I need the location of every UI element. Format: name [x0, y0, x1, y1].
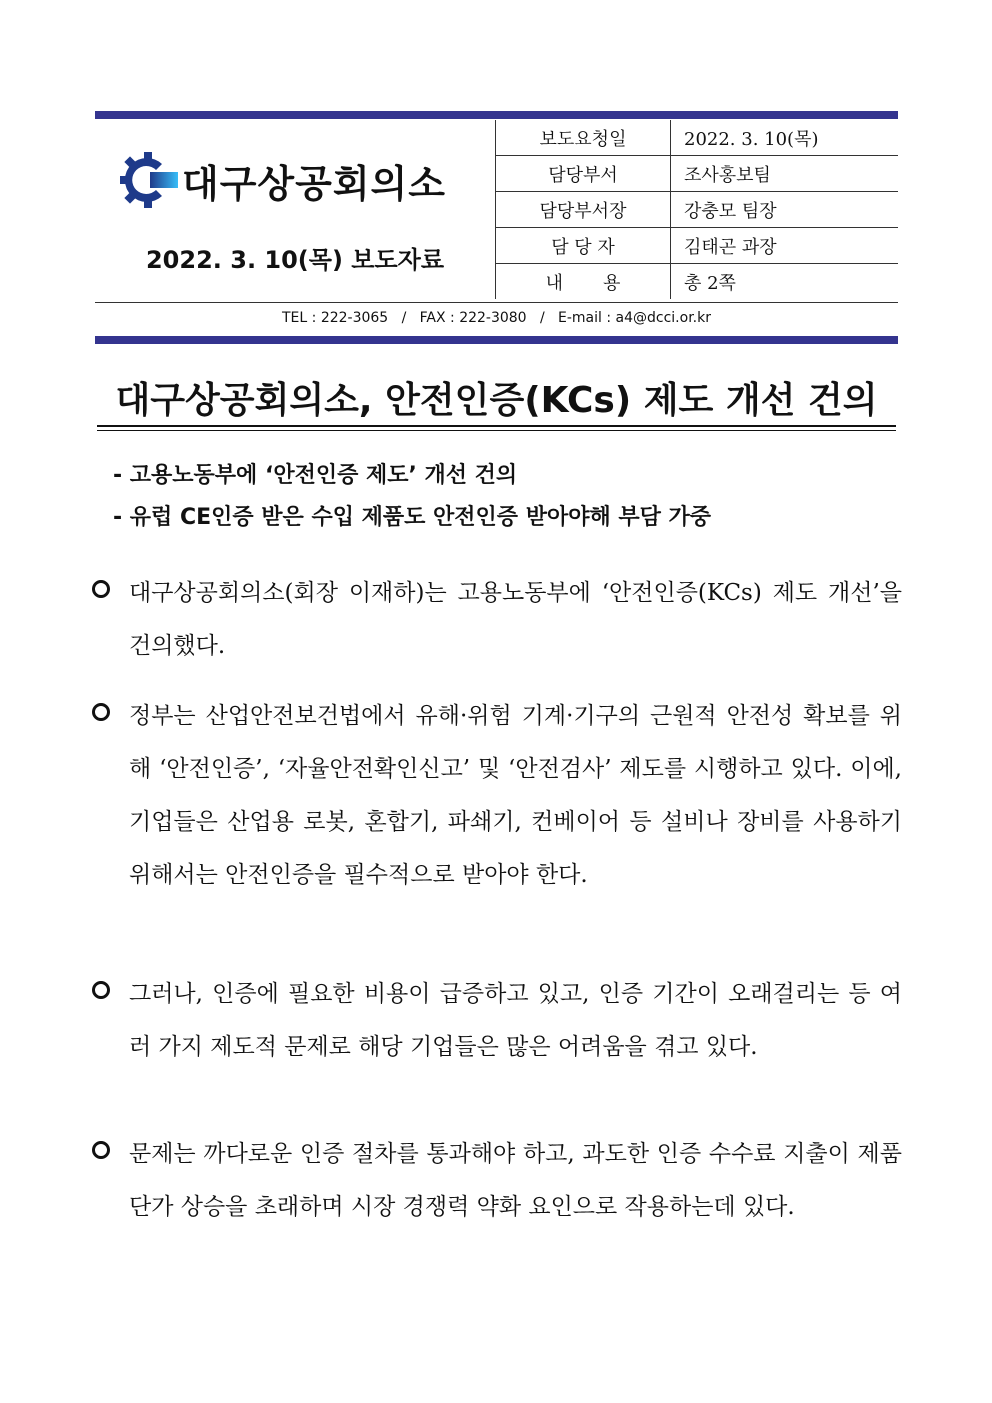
divider: [95, 302, 898, 303]
info-label: 내 용: [496, 264, 671, 300]
header-top-bar: [95, 111, 898, 119]
info-label: 담당부서: [496, 156, 671, 192]
info-value: 강충모 팀장: [671, 192, 899, 228]
title-underline: [97, 430, 896, 431]
paragraph-text: 그러나, 인증에 필요한 비용이 급증하고 있고, 인증 기간이 오래걸리는 등 여러 가지 제도적 문제로 해당 기업들은 많은 어려움을 겪고 있다.: [129, 981, 902, 1060]
info-row: [496, 156, 899, 192]
info-label: 담 당 자: [496, 228, 671, 264]
circle-bullet-icon: [92, 981, 110, 999]
info-value: 김태곤 과장: [671, 228, 899, 264]
press-release-date: 2022. 3. 10(목) 보도자료: [145, 246, 445, 274]
release-info-table: [495, 120, 898, 299]
paragraph-text: 정부는 산업안전보건법에서 유해·위험 기계·기구의 근원적 안전성 확보를 위해 ‘안전인증’, ‘자율안전확인신고’ 및 ‘안전검사’ 제도를 시행하고 있다. 이에, 기업들은 산업용 로봇, 혼합기, 파쇄기, 컨베이어 등 설비나 장비를 사용하기 위해서는 안전인증을 필수적으로 받아야 한다.: [129, 703, 902, 888]
header-bottom-bar: [95, 336, 898, 344]
info-value: 총 2쪽: [671, 264, 899, 300]
info-row: [496, 120, 899, 156]
circle-bullet-icon: [92, 580, 110, 598]
info-label: 보도요청일: [496, 120, 671, 156]
info-row: [496, 228, 899, 264]
info-row: [496, 264, 899, 300]
contact-info: TEL : 222-3065 / FAX : 222-3080 / E-mail : a4@dcci.or.kr: [282, 310, 711, 326]
logo-text: 대구상공회의소: [182, 161, 446, 206]
paragraph-text: 문제는 까다로운 인증 절차를 통과해야 하고, 과도한 인증 수수료 지출이 제품 단가 상승을 초래하며 시장 경쟁력 약화 요인으로 작용하는데 있다.: [129, 1141, 902, 1220]
circle-bullet-icon: [92, 1141, 110, 1159]
document-title: 대구상공회의소, 안전인증(KCs) 제도 개선 건의: [115, 380, 878, 421]
subtitle: - 유럽 CE인증 받은 수입 제품도 안전인증 받아야해 부담 가중: [113, 505, 712, 530]
circle-bullet-icon: [92, 703, 110, 721]
chamber-logo: [118, 150, 478, 210]
info-row: [496, 192, 899, 228]
info-value: 조사홍보팀: [671, 156, 899, 192]
title-underline: [97, 425, 896, 427]
paragraph-text: 대구상공회의소(회장 이재하)는 고용노동부에 ‘안전인증(KCs) 제도 개선’을 건의했다.: [129, 580, 902, 659]
info-label: 담당부서장: [496, 192, 671, 228]
subtitle: - 고용노동부에 ‘안전인증 제도’ 개선 건의: [113, 463, 518, 488]
gear-icon: [118, 150, 178, 210]
info-value: 2022. 3. 10(목): [671, 120, 899, 156]
